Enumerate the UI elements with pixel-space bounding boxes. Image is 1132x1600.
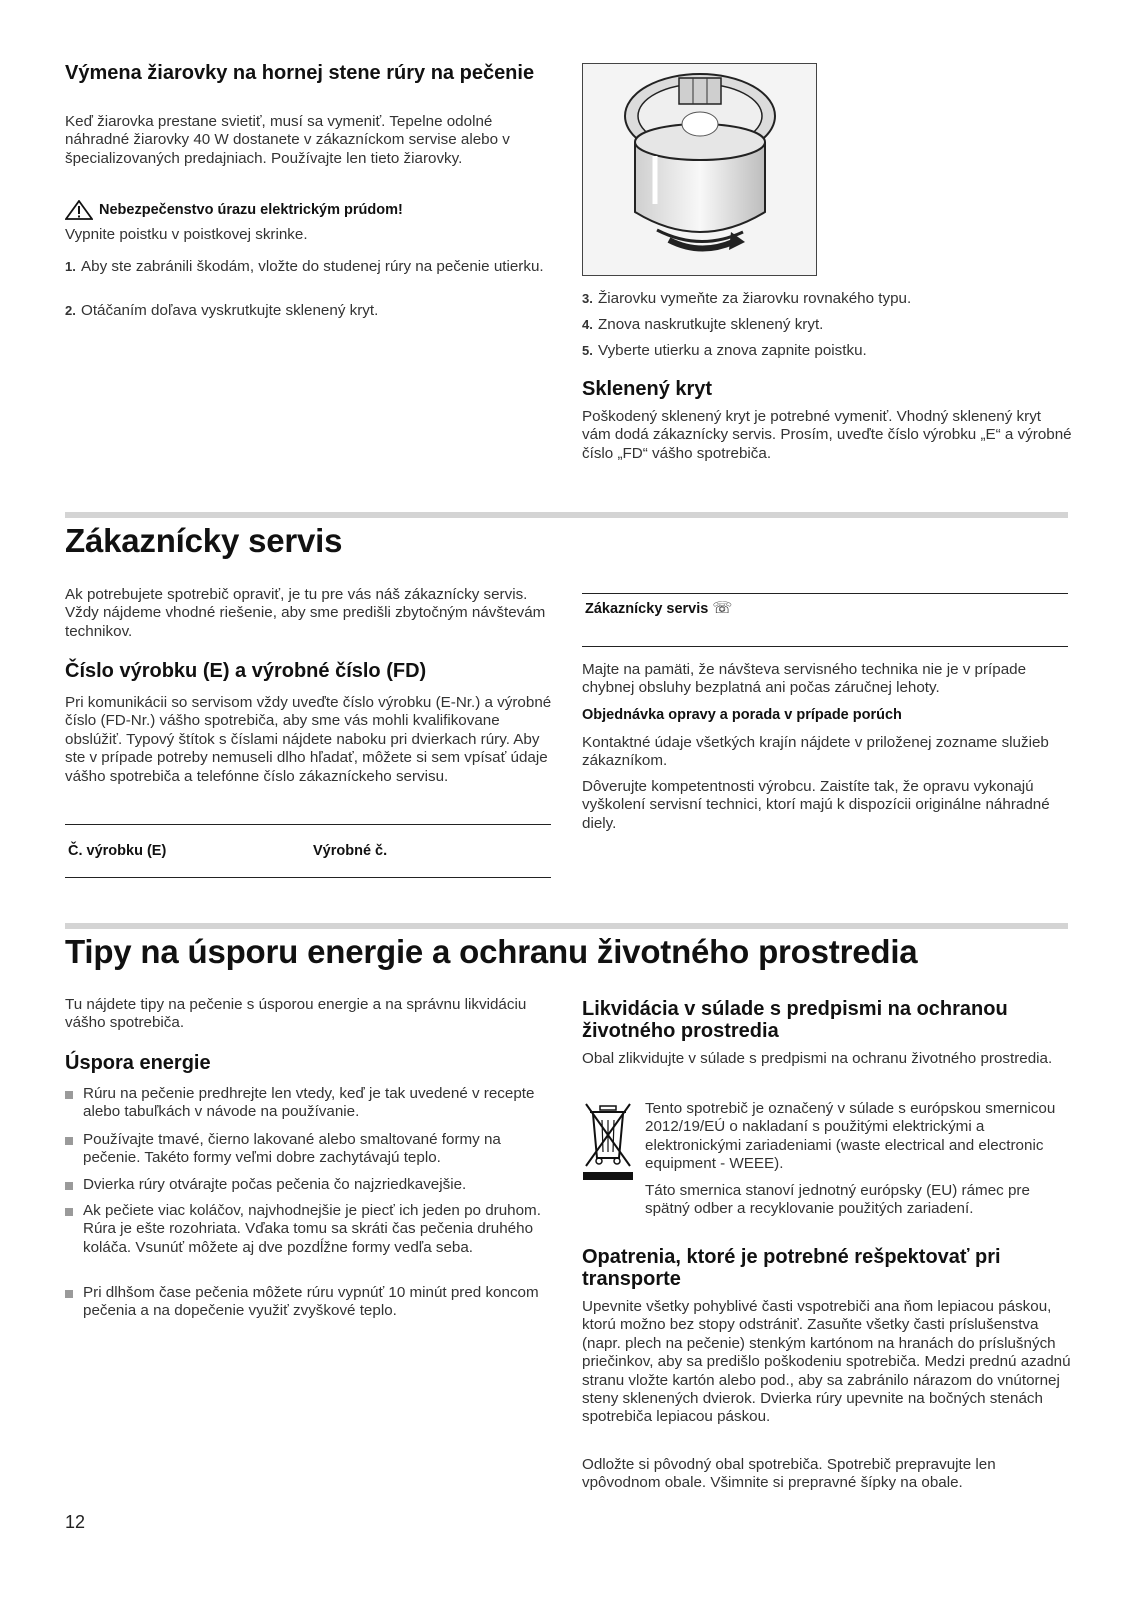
glass-cover-title: Sklenený kryt [582, 378, 713, 400]
repair-title: Objednávka opravy a porada v prípade porúch [582, 707, 902, 723]
section-divider-service [65, 512, 1068, 518]
warning-line [65, 201, 545, 221]
phone-label: Zákaznícky servis ☏ [585, 598, 733, 617]
saving-tip-3: Dvierka rúry otvárajte počas pečenia čo najzriedkavejšie. [65, 1176, 555, 1194]
numbers-text: Pri komunikácii so servisom vždy uveďte číslo výrobku (E-Nr.) a výrobné číslo (FD-Nr.) vášho spotrebiča, aby sme vás mohli kvalifikovane obslúžiť. Typový štítok s číslami nájdete naboku pri dvierkach rúry. Aby ste v prípade potreby nemuseli dlho hľadať, môžete si sem vpísať údaje vášho spotrebiča a telefónne číslo zákazníckeho servisu. [65, 694, 552, 785]
saving-tip-1: Rúru na pečenie predhrejte len vtedy, keď je tak uvedené v recepte alebo tabuľkách v návode na používanie. [65, 1085, 555, 1122]
step-1: 1. Aby ste zabránili škodám, vložte do studenej rúry na pečenie utierku. [65, 258, 544, 275]
warning-text: Vypnite poistku v poistkovej skrinke. [65, 226, 308, 243]
saving-tip-4: Ak pečiete viac koláčov, najvhodnejšie je piecť ich jeden po druhom. Rúra je ešte rozohriata. Vďaka tomu sa skráti čas pečenia druhého koláča. Vsunúť môžete aj dve pozdĺžne formy vedľa seba. [65, 1202, 555, 1257]
step-3: 3. Žiarovku vymeňte za žiarovku rovnakého typu. [582, 290, 912, 307]
numbers-title: Číslo výrobku (E) a výrobné číslo (FD) [65, 660, 427, 682]
bulb-cover-illustration [582, 63, 817, 276]
saving-tip-2: Používajte tmavé, čierno lakované alebo smaltované formy na pečenie. Takéto formy veľmi dobre zachytávajú teplo. [65, 1131, 555, 1168]
warning-triangle-icon [65, 200, 93, 220]
section-divider-energy [65, 923, 1068, 929]
transport-title: Opatrenia, ktoré je potrebné rešpektovať pri transporte [582, 1246, 1001, 1290]
saving-title: Úspora energie [65, 1052, 211, 1074]
trust-text: Dôverujte kompetentnosti výrobcu. Zaistíte tak, že opravu vykonajú vyškolení servisní technici, ktorí majú k dispozícii originálne náhradné diely. [582, 778, 1050, 832]
bulb-section-title: Výmena žiarovky na hornej stene rúry na pečenie [65, 62, 535, 84]
glass-cover-text: Poškodený sklenený kryt je potrebné vymeniť. Vhodný sklenený kryt vám dodá zákaznícky servis. Prosím, uveďte číslo výrobku „E“ a výrobné číslo „FD“ vášho spotrebiča. [582, 408, 1072, 462]
page-number: 12 [65, 1512, 86, 1532]
disposal-title: Likvidácia v súlade s predpismi na ochranou životného prostredia [582, 998, 1008, 1042]
energy-title: Tipy na úsporu energie a ochranu životného prostredia [65, 933, 918, 970]
numbers-table-top-rule [65, 824, 551, 825]
repair-text: Kontaktné údaje všetkých krajín nájdete v priloženej zozname služieb zákazníkom. [582, 734, 1049, 770]
warning-title: Nebezpečenstvo úrazu elektrickým prúdom! [99, 202, 403, 218]
step-4: 4. Znova naskrutkujte sklenený kryt. [582, 316, 824, 333]
phone-box-bottom-rule [582, 646, 1068, 647]
disposal-intro: Obal zlikvidujte v súlade s predpismi na ochranu životného prostredia. [582, 1050, 1053, 1067]
phone-box-top-rule [582, 593, 1068, 594]
service-memo: Majte na pamäti, že návšteva servisného technika nie je v prípade chybnej obsluhy bezplatná ani počas záručnej lehoty. [582, 661, 1027, 697]
production-number-label: Výrobné č. [313, 843, 388, 859]
transport-text: Upevnite všetky pohyblivé časti vspotrebiči ana ňom lepiacou páskou, ktorú možno bez stopy odstrániť. Zasuňte všetky časti príslušenstva (napr. plech na pečenie) stenkým kartónom na hranách do príslušných priečinkov, aby sa predišlo poškodeniu spotrebiča. Medzi prednú azadnú stranu vložte kartón alebo pod., aby sa zabránilo nárazom do vnútornej steny sklenených dvierok. Dvierka rúry upevnite na bočných stenách spotrebiča lepiacou páskou. [582, 1298, 1071, 1426]
bulb-intro: Keď žiarovka prestane svietiť, musí sa vymeniť. Tepelne odolné náhradné žiarovky 40 W dostanete v zákazníckom servise alebo v špecializovaných predajniach. Používajte len tieto žiarovky. [65, 113, 510, 167]
telephone-icon: ☏ [712, 598, 733, 617]
weee-text: Tento spotrebič je označený v súlade s európskou smernicou 2012/19/EÚ o nakladaní s použitými elektrickými a elektronickými zariadeniami (waste electrical and electronic equipment - WEEE). [645, 1100, 1056, 1173]
numbers-table-bottom-rule [65, 877, 551, 878]
weee-bin-icon [582, 1100, 634, 1182]
product-number-label: Č. výrobku (E) [68, 843, 167, 859]
service-intro: Ak potrebujete spotrebič opraviť, je tu pre vás náš zákaznícky servis. Vždy nájdeme vhodné riešenie, aby sme predišli zbytočným návštevám technikov. [65, 586, 546, 640]
step-5: 5. Vyberte utierku a znova zapnite poistku. [582, 342, 867, 359]
saving-tip-5: Pri dlhšom čase pečenia môžete rúru vypnúť 10 minút pred koncom pečenia a na dopečenie využiť zvyškové teplo. [65, 1284, 555, 1321]
step-2: 2. Otáčaním doľava vyskrutkujte sklenený kryt. [65, 302, 379, 319]
service-title: Zákaznícky servis [65, 522, 343, 559]
energy-intro: Tu nájdete tipy na pečenie s úsporou energie a na správnu likvidáciu vášho spotrebiča. [65, 996, 527, 1032]
transport-text-2: Odložte si pôvodný obal spotrebiča. Spotrebič prepravujte len vpôvodnom obale. Všimnite si prepravné šípky na obale. [582, 1456, 996, 1492]
weee-text-2: Táto smernica stanoví jednotný európsky (EU) rámec pre spätný odber a recyklovanie použitých zariadení. [645, 1182, 1030, 1218]
